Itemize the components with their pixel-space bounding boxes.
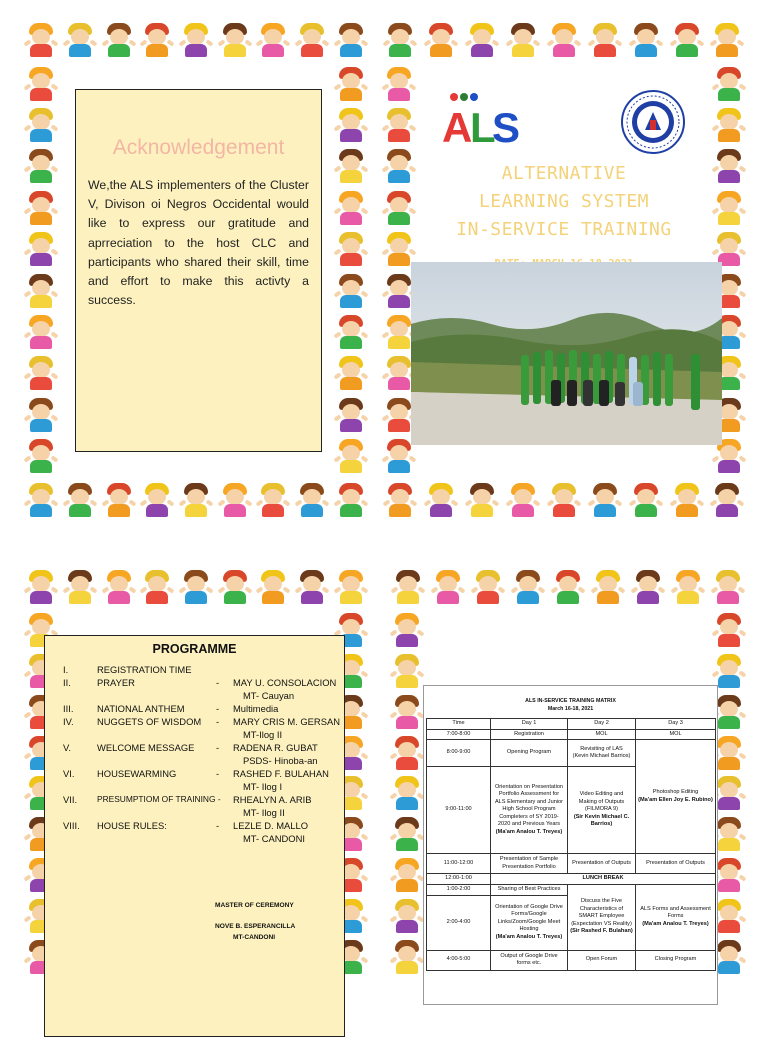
header-day1: Day 1 xyxy=(491,719,568,730)
cartoon-kid-icon xyxy=(712,23,742,59)
programme-item xyxy=(45,833,344,846)
programme-page xyxy=(22,565,370,1024)
programme-item xyxy=(45,677,344,690)
time-cell: 9:00-11:00 xyxy=(427,767,491,854)
cover-page xyxy=(380,18,748,524)
group-photo xyxy=(411,262,722,445)
cartoon-kid-icon xyxy=(590,483,620,519)
cartoon-kid-icon xyxy=(633,570,663,606)
cartoon-kid-icon xyxy=(181,23,211,59)
programme-item xyxy=(45,690,344,703)
item-person: MT- Cauyan xyxy=(243,690,295,701)
cartoon-kid-icon xyxy=(392,736,422,772)
cartoon-kid-icon xyxy=(712,483,742,519)
cartoon-kid-icon xyxy=(104,483,134,519)
cartoon-kid-icon xyxy=(336,274,366,310)
day1-cell: Registration xyxy=(491,729,568,740)
cartoon-kid-icon xyxy=(26,315,56,351)
mc-label: MASTER OF CEREMONY xyxy=(215,902,294,909)
cartoon-kid-icon xyxy=(672,23,702,59)
item-number: III. xyxy=(63,703,74,714)
table-row xyxy=(427,729,716,740)
day3-cell: ALS Forms and Assessment Forms (Ma'am Analou T. Treyes) xyxy=(636,884,716,950)
cartoon-kid-icon xyxy=(65,570,95,606)
item-number: IV. xyxy=(63,716,74,727)
item-name: REGISTRATION TIME xyxy=(97,664,192,675)
cartoon-kid-icon xyxy=(473,570,503,606)
cartoon-kid-icon xyxy=(142,570,172,606)
cartoon-kid-icon xyxy=(392,817,422,853)
day3-cell: Presentation of Outputs xyxy=(636,854,716,874)
item-number: II. xyxy=(63,677,71,688)
programme-item xyxy=(45,807,344,820)
svg-text:L: L xyxy=(470,104,496,151)
cartoon-kid-icon xyxy=(26,398,56,434)
cartoon-kid-icon xyxy=(673,570,703,606)
cartoon-kid-icon xyxy=(549,483,579,519)
cartoon-kid-icon xyxy=(392,940,422,976)
cartoon-kid-icon xyxy=(26,149,56,185)
table-row xyxy=(427,854,716,874)
header-time: Time xyxy=(427,719,491,730)
als-logo xyxy=(440,90,521,151)
time-cell: 11:00-12:00 xyxy=(427,854,491,874)
day2-cell: Open Forum xyxy=(568,950,636,970)
kids-border-top xyxy=(380,18,748,64)
cartoon-kid-icon xyxy=(26,191,56,227)
cartoon-kid-icon xyxy=(384,356,414,392)
cartoon-kid-icon xyxy=(258,483,288,519)
item-person: RHEALYN A. ARIB xyxy=(233,794,312,805)
cartoon-kid-icon xyxy=(713,570,743,606)
table-row xyxy=(427,874,716,885)
item-dash: - xyxy=(216,716,220,727)
lunch-break-cell: LUNCH BREAK xyxy=(491,874,716,885)
programme-box xyxy=(44,635,345,1037)
item-dash: - xyxy=(216,677,220,688)
cartoon-kid-icon xyxy=(714,108,744,144)
item-number: VIII. xyxy=(63,820,80,831)
cartoon-kid-icon xyxy=(513,570,543,606)
item-dash: - xyxy=(216,820,220,831)
matrix-subtitle: March 16-18, 2021 xyxy=(547,706,594,712)
cartoon-kid-icon xyxy=(384,439,414,475)
item-name: HOUSE RULES: xyxy=(97,820,167,831)
cartoon-kid-icon xyxy=(104,570,134,606)
cartoon-kid-icon xyxy=(672,483,702,519)
programme-item xyxy=(45,794,344,807)
item-person: RADENA R. GUBAT xyxy=(233,742,318,753)
cartoon-kid-icon xyxy=(392,899,422,935)
cartoon-kid-icon xyxy=(714,776,744,812)
cartoon-kid-icon xyxy=(26,570,56,606)
item-name: PRESUMPTIOM OF TRAINING - xyxy=(97,794,221,804)
table-row xyxy=(427,884,716,895)
header-day2: Day 2 xyxy=(568,719,636,730)
day3-cell: MOL xyxy=(636,729,716,740)
cartoon-kid-icon xyxy=(714,191,744,227)
programme-item xyxy=(45,729,344,742)
cartoon-kid-icon xyxy=(553,570,583,606)
day1-cell: Sharing of Best Practices xyxy=(491,884,568,895)
cartoon-kid-icon xyxy=(336,483,366,519)
item-dash: - xyxy=(216,703,220,714)
cartoon-kid-icon xyxy=(384,398,414,434)
cartoon-kid-icon xyxy=(258,23,288,59)
time-cell: 1:00-2:00 xyxy=(427,884,491,895)
cartoon-kid-icon xyxy=(714,67,744,103)
cartoon-kid-icon xyxy=(336,315,366,351)
day1-cell: Orientation on Presentation Portfolio Assessment for ALS Elementary and Junior High School Program Completers of SY 2019-2020 and Previous Years (Ma'am Analou T. Treyes) xyxy=(491,767,568,854)
cartoon-kid-icon xyxy=(336,23,366,59)
cartoon-kid-icon xyxy=(26,108,56,144)
cartoon-kid-icon xyxy=(593,570,623,606)
cartoon-kid-icon xyxy=(433,570,463,606)
item-person: MT- Ilog II xyxy=(243,807,285,818)
item-person: PSDS- Hinoba-an xyxy=(243,755,318,766)
programme-item xyxy=(45,742,344,755)
matrix-table xyxy=(426,718,716,971)
day3-cell: Photoshop Editing (Ma'am Ellen Joy E. Rubino) xyxy=(636,740,716,854)
mc-station: MT-CANDONI xyxy=(233,934,276,941)
cartoon-kid-icon xyxy=(631,23,661,59)
item-number: VII. xyxy=(63,794,78,805)
cartoon-kid-icon xyxy=(384,108,414,144)
cartoon-kid-icon xyxy=(714,736,744,772)
cartoon-kid-icon xyxy=(104,23,134,59)
day2-cell: MOL xyxy=(568,729,636,740)
cartoon-kid-icon xyxy=(26,439,56,475)
cartoon-kid-icon xyxy=(508,483,538,519)
kids-border-top xyxy=(22,18,370,64)
acknowledgement-box xyxy=(75,89,322,452)
cartoon-kid-icon xyxy=(393,570,423,606)
deped-seal-icon xyxy=(621,90,685,154)
item-person: MARY CRIS M. GERSAN xyxy=(233,716,340,727)
acknowledgement-page xyxy=(22,18,370,524)
cartoon-kid-icon xyxy=(714,817,744,853)
item-person: LEZLE D. MALLO xyxy=(233,820,309,831)
cartoon-kid-icon xyxy=(181,570,211,606)
cartoon-kid-icon xyxy=(714,695,744,731)
table-header-row xyxy=(427,719,716,730)
cartoon-kid-icon xyxy=(631,483,661,519)
training-matrix xyxy=(423,685,718,1005)
kids-border-left xyxy=(22,64,60,478)
time-cell: 8:00-9:00 xyxy=(427,740,491,767)
item-name: NATIONAL ANTHEM xyxy=(97,703,185,714)
cartoon-kid-icon xyxy=(336,67,366,103)
cartoon-kid-icon xyxy=(336,191,366,227)
item-name: NUGGETS OF WISDOM xyxy=(97,716,202,727)
programme-item xyxy=(45,664,344,677)
item-name: PRAYER xyxy=(97,677,135,688)
cartoon-kid-icon xyxy=(426,23,456,59)
cartoon-kid-icon xyxy=(467,23,497,59)
cartoon-kid-icon xyxy=(549,23,579,59)
day2-cell: Discuss the Five Characteristics of SMART Employee (Expectation VS Reality) (Sir Rashed F. Bulahan) xyxy=(568,884,636,950)
cartoon-kid-icon xyxy=(220,23,250,59)
programme-item xyxy=(45,755,344,768)
item-person: RASHED F. BULAHAN xyxy=(233,768,329,779)
cartoon-kid-icon xyxy=(26,483,56,519)
cartoon-kid-icon xyxy=(714,149,744,185)
mc-name: NOVE B. ESPERANCILLA xyxy=(215,923,296,930)
cartoon-kid-icon xyxy=(142,23,172,59)
day1-cell: Presentation of Sample Presentation Portfolio xyxy=(491,854,568,874)
cartoon-kid-icon xyxy=(297,483,327,519)
cartoon-kid-icon xyxy=(336,232,366,268)
day2-cell: Presentation of Outputs xyxy=(568,854,636,874)
cartoon-kid-icon xyxy=(392,858,422,894)
acknowledgement-body: We,the ALS implementers of the Cluster V, Divison oi Negros Occidental would like to express our gratitude and aprreciation to the host CLC and participants who shared their skill, time and effort to make this activty a success. xyxy=(88,178,309,308)
item-person: MT-Ilog II xyxy=(243,729,283,740)
matrix-title: ALS IN-SERVICE TRAINING MATRIX xyxy=(525,698,616,704)
item-person: MT- CANDONI xyxy=(243,833,305,844)
cartoon-kid-icon xyxy=(297,23,327,59)
programme-title: PROGRAMME xyxy=(152,642,237,656)
programme-item xyxy=(45,768,344,781)
kids-border-bottom xyxy=(22,478,370,524)
day2-cell: Revisiting of LAS (Kevin Michael Barrios) xyxy=(568,740,636,767)
programme-list xyxy=(45,664,344,846)
cartoon-kid-icon xyxy=(714,654,744,690)
cartoon-kid-icon xyxy=(714,940,744,976)
kids-border-left xyxy=(388,611,426,978)
cartoon-kid-icon xyxy=(65,483,95,519)
cartoon-kid-icon xyxy=(508,23,538,59)
day2-cell: Video Editing and Making of Outputs (FILMORA 9) (Sir Kevin Michael C. Barrios) xyxy=(568,767,636,854)
cartoon-kid-icon xyxy=(384,67,414,103)
item-person: MAY U. CONSOLACION xyxy=(233,677,337,688)
cartoon-kid-icon xyxy=(26,274,56,310)
programme-item xyxy=(45,781,344,794)
svg-text:S: S xyxy=(492,104,521,151)
cartoon-kid-icon xyxy=(26,356,56,392)
cartoon-kid-icon xyxy=(385,23,415,59)
item-number: I. xyxy=(63,664,69,675)
cartoon-kid-icon xyxy=(714,858,744,894)
cartoon-kid-icon xyxy=(714,899,744,935)
cartoon-kid-icon xyxy=(220,483,250,519)
item-number: VI. xyxy=(63,768,75,779)
programme-item xyxy=(45,716,344,729)
programme-item xyxy=(45,820,344,833)
time-cell: 4:00-5:00 xyxy=(427,950,491,970)
cartoon-kid-icon xyxy=(336,149,366,185)
cartoon-kid-icon xyxy=(392,695,422,731)
cartoon-kid-icon xyxy=(336,108,366,144)
cartoon-kid-icon xyxy=(336,570,366,606)
day1-cell: Orientation of Google Drive Forms/Google Links/Zoom/Google Meet Hosting (Ma'am Analou T. Treyes) xyxy=(491,895,568,950)
kids-border-top xyxy=(22,565,370,611)
table-row xyxy=(427,950,716,970)
kids-border-bottom xyxy=(380,478,748,524)
day3-cell: Closing Program xyxy=(636,950,716,970)
training-matrix-page xyxy=(388,565,748,1024)
time-cell: 2:00-4:00 xyxy=(427,895,491,950)
acknowledgement-title: Acknowledgement xyxy=(112,136,285,159)
cartoon-kid-icon xyxy=(392,776,422,812)
cartoon-kid-icon xyxy=(26,67,56,103)
programme-item xyxy=(45,703,344,716)
cartoon-kid-icon xyxy=(65,23,95,59)
cartoon-kid-icon xyxy=(590,23,620,59)
cartoon-kid-icon xyxy=(392,613,422,649)
item-person: Multimedia xyxy=(233,703,279,714)
cartoon-kid-icon xyxy=(336,356,366,392)
cartoon-kid-icon xyxy=(26,23,56,59)
cartoon-kid-icon xyxy=(384,315,414,351)
cartoon-kid-icon xyxy=(714,613,744,649)
item-dash: - xyxy=(216,768,220,779)
item-name: HOUSEWARMING xyxy=(97,768,177,779)
time-cell: 7:00-8:00 xyxy=(427,729,491,740)
svg-text:A: A xyxy=(442,104,473,151)
cartoon-kid-icon xyxy=(142,483,172,519)
day1-cell: Output of Google Drive forms etc. xyxy=(491,950,568,970)
cartoon-kid-icon xyxy=(181,483,211,519)
day1-cell: Opening Program xyxy=(491,740,568,767)
cover-title: ALTERNATIVE LEARNING SYSTEM IN-SERVICE TRAINING xyxy=(456,163,672,240)
item-number: V. xyxy=(63,742,71,753)
item-name: WELCOME MESSAGE xyxy=(97,742,195,753)
item-person: MT- Ilog I xyxy=(243,781,283,792)
kids-border-right xyxy=(332,64,370,478)
cartoon-kid-icon xyxy=(297,570,327,606)
item-dash: - xyxy=(216,742,220,753)
cartoon-kid-icon xyxy=(258,570,288,606)
cartoon-kid-icon xyxy=(392,654,422,690)
time-cell: 12:00-1:00 xyxy=(427,874,491,885)
kids-border-top xyxy=(388,565,748,611)
cartoon-kid-icon xyxy=(385,483,415,519)
cartoon-kid-icon xyxy=(220,570,250,606)
table-row xyxy=(427,740,716,767)
cartoon-kid-icon xyxy=(336,439,366,475)
cartoon-kid-icon xyxy=(426,483,456,519)
header-day3: Day 3 xyxy=(636,719,716,730)
cartoon-kid-icon xyxy=(336,398,366,434)
cartoon-kid-icon xyxy=(26,232,56,268)
cartoon-kid-icon xyxy=(467,483,497,519)
